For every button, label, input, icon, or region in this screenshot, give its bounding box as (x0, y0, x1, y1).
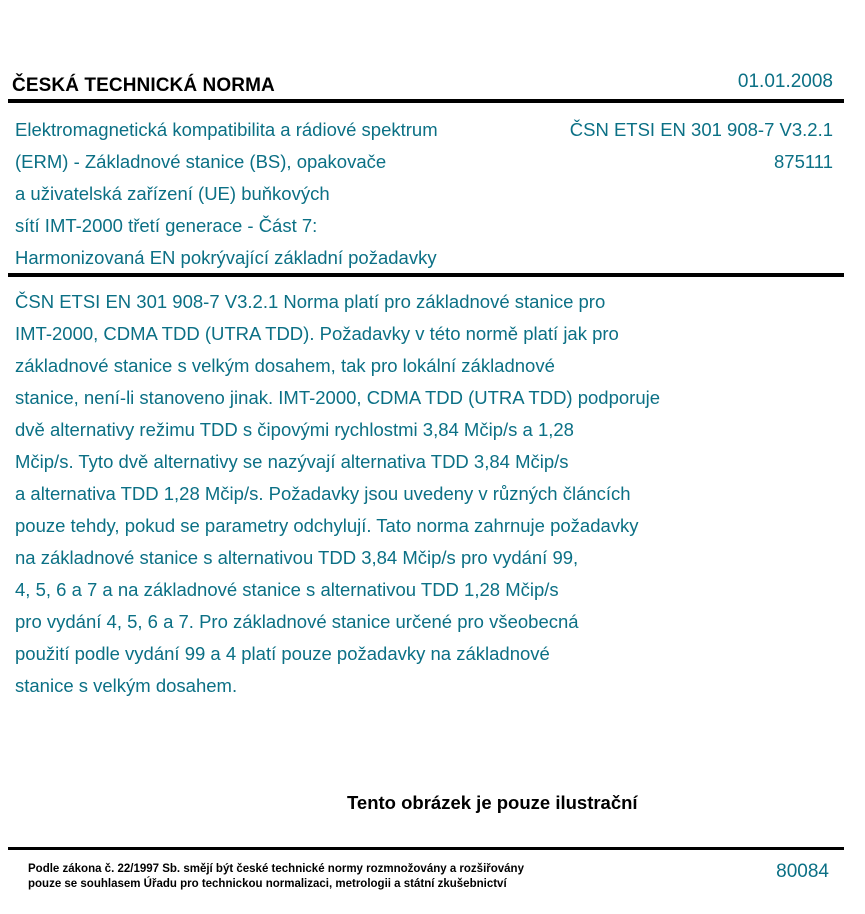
publication-date: 01.01.2008 (737, 71, 833, 92)
copyright-notice (28, 862, 524, 892)
footer-divider (8, 847, 844, 850)
title-line: Harmonizovaná EN pokrývající základní požadavky (15, 247, 437, 268)
title-line: Elektromagnetická kompatibilita a rádiové spektrum (15, 119, 438, 140)
abstract-line: ČSN ETSI EN 301 908-7 V3.2.1 Norma platí pro základnové stanice pro (15, 291, 606, 312)
copyright-line: pouze se souhlasem Úřadu pro technickou normalizaci, metrologii a státní zkušebnictví (28, 878, 507, 890)
classification-code: 875111 (774, 151, 833, 172)
abstract-text (15, 286, 795, 702)
title-line: sítí IMT-2000 třetí generace - Část 7: (15, 215, 318, 236)
abstract-line: pouze tehdy, pokud se parametry odchylují. Tato norma zahrnuje požadavky (15, 515, 639, 536)
abstract-line: stanice s velkým dosahem. (15, 675, 238, 696)
abstract-line: základnové stanice s velkým dosahem, tak pro lokální základnové (15, 355, 555, 376)
document-heading: ČESKÁ TECHNICKÁ NORMA (12, 75, 275, 96)
title-line: (ERM) - Základnové stanice (BS), opakovače (15, 151, 387, 172)
title-line: a uživatelská zařízení (UE) buňkových (15, 183, 330, 204)
copyright-line: Podle zákona č. 22/1997 Sb. smějí být české technické normy rozmnožovány a rozšiřovány (28, 863, 524, 875)
standard-number: ČSN ETSI EN 301 908-7 V3.2.1 (569, 119, 833, 140)
abstract-line: na základnové stanice s alternativou TDD 3,84 Mčip/s pro vydání 99, (15, 547, 579, 568)
abstract-line: IMT-2000, CDMA TDD (UTRA TDD). Požadavky v této normě platí jak pro (15, 323, 619, 344)
header-divider (8, 99, 844, 103)
standard-title (15, 114, 525, 274)
abstract-line: a alternativa TDD 1,28 Mčip/s. Požadavky jsou uvedeny v různých článcích (15, 483, 631, 504)
title-divider (8, 273, 844, 277)
abstract-line: 4, 5, 6 a 7 a na základnové stanice s alternativou TDD 1,28 Mčip/s (15, 579, 559, 600)
abstract-line: dvě alternativy režimu TDD s čipovými rychlostmi 3,84 Mčip/s a 1,28 (15, 419, 574, 440)
illustration-notice: Tento obrázek je pouze ilustrační (347, 792, 638, 813)
abstract-line: použití podle vydání 99 a 4 platí pouze požadavky na základnové (15, 643, 550, 664)
standard-identifier (570, 114, 833, 178)
abstract-line: pro vydání 4, 5, 6 a 7. Pro základnové stanice určené pro všeobecná (15, 611, 579, 632)
abstract-line: Mčip/s. Tyto dvě alternativy se nazývají alternativa TDD 3,84 Mčip/s (15, 451, 569, 472)
catalog-number: 80084 (776, 861, 829, 882)
abstract-line: stanice, není-li stanoveno jinak. IMT-2000, CDMA TDD (UTRA TDD) podporuje (15, 387, 661, 408)
